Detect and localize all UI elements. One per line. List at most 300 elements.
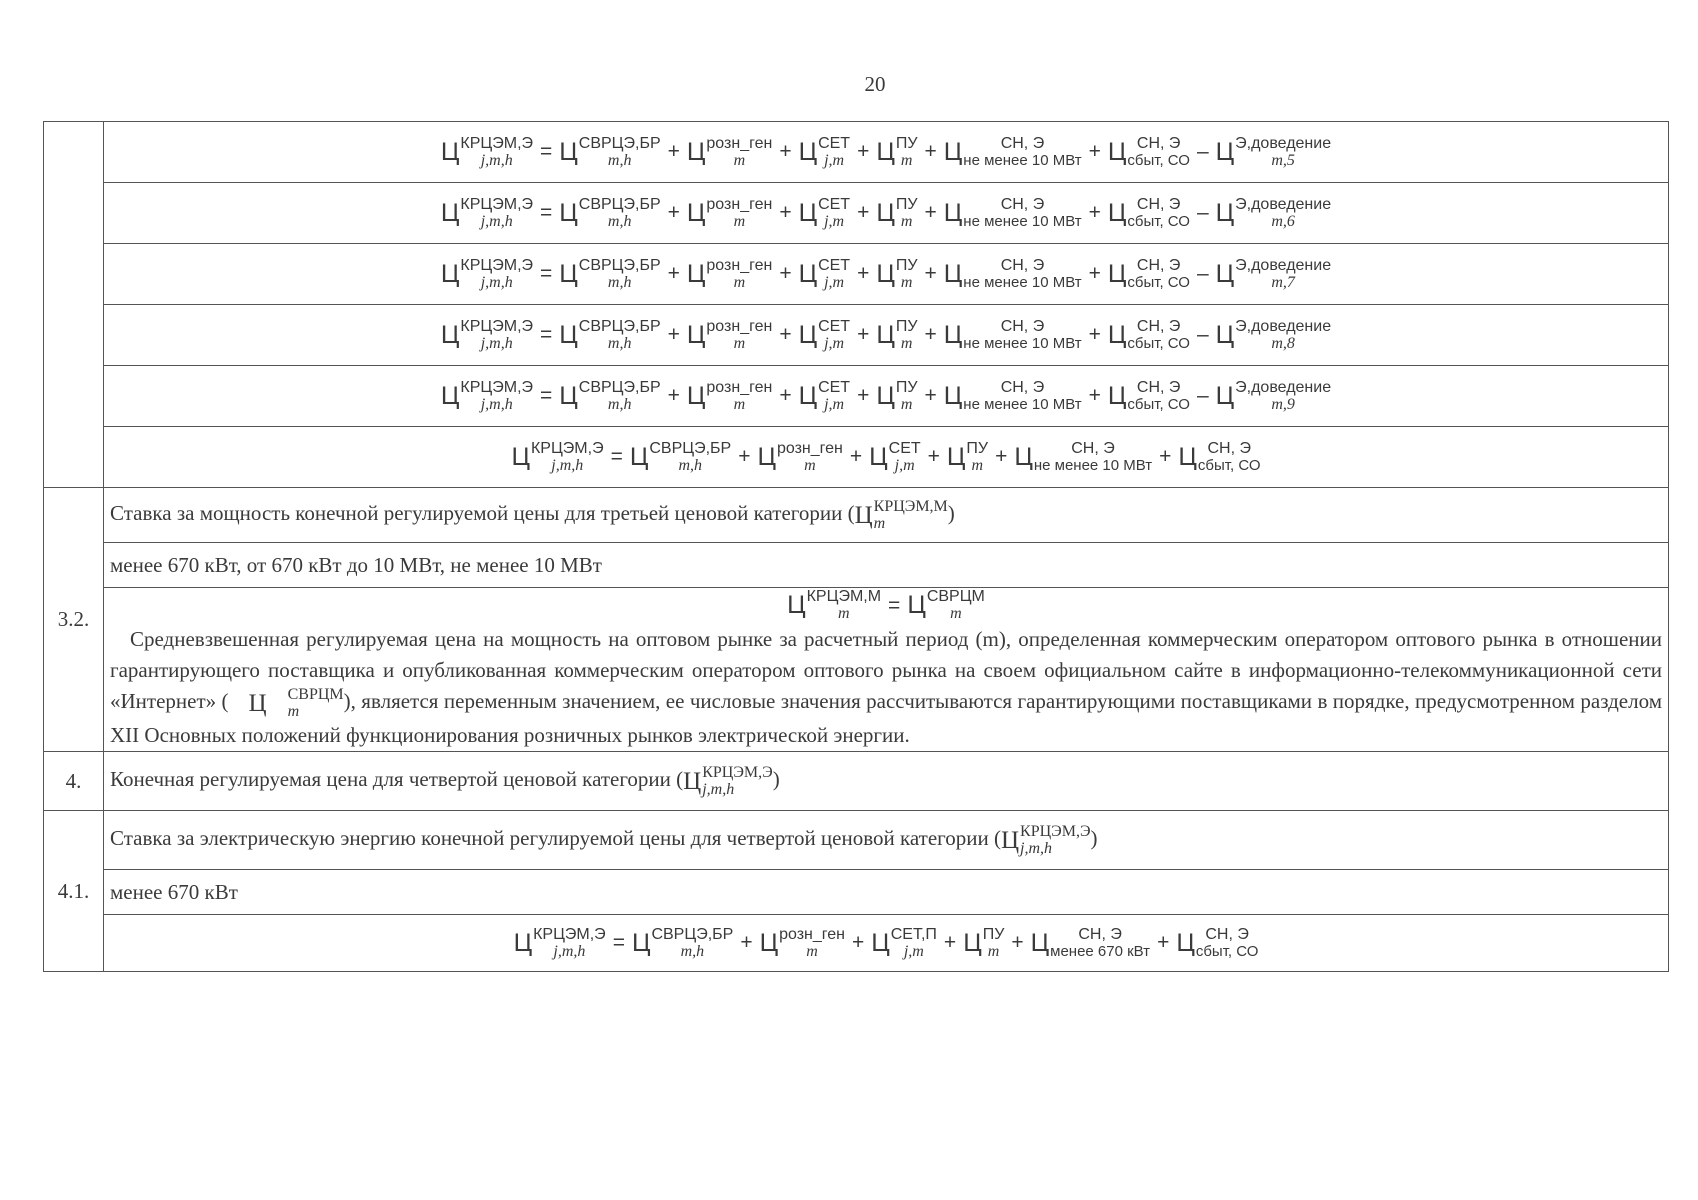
operator: –	[1196, 384, 1209, 407]
operator: +	[1088, 384, 1101, 407]
script-stack	[779, 926, 845, 960]
superscript: Э,доведение	[1235, 135, 1332, 152]
price-letter: Ц	[559, 320, 578, 349]
subscript: m,h	[680, 943, 705, 961]
table-row	[44, 811, 1669, 870]
table-row	[44, 427, 1669, 488]
price-letter: Ц	[1107, 259, 1127, 288]
subscript: j,m,h	[480, 335, 513, 352]
script-stack	[963, 135, 1081, 169]
subscript: m	[950, 605, 962, 622]
subscript: сбыт, СО	[1127, 274, 1190, 291]
subscript: j,m	[824, 152, 845, 169]
table-row	[44, 488, 1669, 543]
price-letter: Ц	[559, 381, 578, 410]
superscript: СН, Э	[1136, 318, 1181, 335]
price-symbol	[907, 588, 985, 622]
section-subtitle: менее 670 кВт, от 670 кВт до 10 МВт, не менее 10 МВт	[104, 543, 1669, 588]
price-symbol	[1216, 135, 1331, 169]
price-symbol	[1031, 926, 1150, 960]
operator: +	[1088, 262, 1101, 285]
superscript: СН, Э	[1136, 257, 1181, 274]
operator: +	[779, 384, 792, 407]
script-stack	[818, 196, 850, 230]
formula-less-670kw	[514, 926, 1259, 960]
symbol-svrcm	[229, 686, 344, 721]
operator: +	[667, 323, 680, 346]
price-symbol	[871, 926, 937, 960]
price-letter: Ц	[511, 442, 530, 471]
subscript: j,m,h	[1020, 840, 1053, 858]
price-letter: Ц	[686, 198, 706, 227]
subscript: сбыт, СО	[1195, 943, 1259, 961]
price-letter: Ц	[440, 259, 460, 288]
subscript: m	[987, 943, 1000, 961]
price-symbol	[1176, 926, 1258, 960]
superscript: СЕТ,П	[890, 926, 937, 944]
price-symbol	[1108, 135, 1190, 169]
price-letter: Ц	[798, 259, 818, 288]
price-letter: Ц	[631, 928, 651, 957]
script-stack	[896, 196, 918, 230]
table-row	[44, 543, 1669, 588]
table-row	[44, 870, 1669, 915]
superscript: розн_ген	[706, 257, 773, 274]
subscript: сбыт, СО	[1127, 152, 1190, 169]
script-stack	[963, 318, 1081, 352]
script-stack	[651, 926, 733, 960]
superscript: СЕТ	[818, 257, 851, 274]
price-letter: Ц	[1215, 198, 1235, 227]
price-letter: Ц	[686, 137, 706, 166]
section-title: Ставка за мощность конечной регулируемой цены для третьей ценовой категории ( Ц КРЦЭМ,М m )	[104, 488, 1669, 543]
subscript: m	[900, 274, 913, 291]
script-stack	[460, 135, 533, 169]
script-stack	[533, 926, 606, 960]
price-letter: Ц	[876, 259, 895, 288]
superscript: СН, Э	[1000, 318, 1045, 335]
superscript: розн_ген	[706, 196, 773, 213]
script-stack	[579, 196, 661, 230]
subscript: j,m,h	[480, 396, 513, 413]
price-symbol	[559, 257, 660, 291]
subscript: m,h	[607, 335, 632, 352]
operator: +	[857, 262, 870, 285]
script-stack	[268, 686, 344, 720]
superscript: СН, Э	[1205, 926, 1249, 944]
price-letter: Ц	[1215, 320, 1235, 349]
table-row	[44, 244, 1669, 305]
price-symbol	[799, 196, 851, 230]
operator: +	[1011, 931, 1024, 955]
superscript: Э,доведение	[1235, 379, 1332, 396]
script-stack	[579, 135, 661, 169]
superscript: розн_ген	[776, 440, 843, 457]
symbol-krcem-m	[854, 498, 948, 532]
price-symbol	[1108, 379, 1190, 413]
price-symbol	[760, 926, 845, 960]
superscript: СН, Э	[1136, 196, 1181, 213]
subscript: сбыт, СО	[1127, 213, 1190, 230]
script-stack	[1127, 379, 1190, 413]
subscript: j,m,h	[551, 457, 584, 474]
formula-row-9	[441, 379, 1331, 413]
price-letter: Ц	[1107, 137, 1127, 166]
superscript: ПУ	[895, 135, 918, 152]
script-stack	[1235, 257, 1331, 291]
price-letter: Ц	[1215, 137, 1235, 166]
price-symbol	[799, 135, 851, 169]
price-symbol	[1014, 440, 1152, 474]
script-stack	[1127, 257, 1190, 291]
operator: +	[1088, 201, 1101, 224]
superscript: СН, Э	[1000, 379, 1045, 396]
operator: +	[779, 323, 792, 346]
subscript: j,m	[824, 274, 845, 291]
superscript: ПУ	[982, 926, 1005, 944]
symbol-krcem-e	[683, 764, 773, 799]
superscript: КРЦЭМ,Э	[460, 196, 534, 213]
price-symbol	[1108, 196, 1190, 230]
price-letter: Ц	[963, 928, 982, 957]
superscript: ПУ	[895, 379, 918, 396]
superscript: Э,доведение	[1235, 257, 1332, 274]
price-letter: Ц	[686, 381, 706, 410]
power-formula	[787, 588, 985, 622]
price-symbol	[559, 379, 660, 413]
superscript: СЕТ	[888, 440, 921, 457]
price-letter: Ц	[1107, 381, 1127, 410]
script-stack	[807, 588, 881, 622]
price-letter: Ц	[1000, 826, 1020, 854]
script-stack	[963, 196, 1081, 230]
script-stack	[963, 379, 1081, 413]
superscript: ПУ	[895, 318, 918, 335]
table-row	[44, 915, 1669, 972]
formula-row-5	[441, 135, 1331, 169]
script-stack	[983, 926, 1005, 960]
price-symbol	[559, 196, 660, 230]
price-symbol	[876, 257, 917, 291]
subscript: m	[873, 515, 886, 532]
subscript: j,m	[894, 457, 915, 474]
section-number: 3.2.	[44, 488, 104, 752]
price-symbol	[799, 257, 851, 291]
superscript: СЕТ	[818, 318, 851, 335]
section-number: 4.	[44, 752, 104, 811]
subscript: m	[971, 457, 984, 474]
script-stack	[1127, 196, 1190, 230]
section-paragraph-cell	[104, 588, 1669, 752]
operator: +	[851, 931, 865, 955]
script-stack	[777, 440, 843, 474]
operator: +	[857, 384, 870, 407]
operator: +	[924, 262, 937, 285]
operator: =	[540, 262, 553, 285]
operator: +	[779, 201, 792, 224]
subscript: j,m	[824, 213, 845, 230]
subscript: j,m	[824, 396, 845, 413]
price-symbol	[787, 588, 881, 622]
formula-row-8	[441, 318, 1331, 352]
price-symbol	[229, 686, 344, 720]
superscript: КРЦЭМ,Э	[702, 764, 773, 782]
superscript: КРЦЭМ,Э	[533, 926, 606, 944]
operator: +	[740, 931, 753, 955]
formula-cell	[104, 183, 1669, 244]
subscript: не менее 10 МВт	[963, 152, 1082, 169]
script-stack	[460, 318, 533, 352]
subscript: m	[900, 335, 913, 352]
subscript: не менее 10 МВт	[963, 213, 1082, 230]
subscript: m	[733, 335, 746, 352]
price-letter: Ц	[943, 381, 963, 410]
price-letter: Ц	[513, 928, 533, 957]
superscript: СН, Э	[1078, 926, 1122, 944]
operator: +	[857, 140, 870, 163]
price-symbol	[441, 196, 533, 230]
page-number: 20	[864, 72, 886, 96]
script-stack	[1050, 926, 1150, 960]
script-stack	[896, 318, 918, 352]
superscript: СВРЦМ	[287, 686, 344, 704]
operator: +	[667, 384, 680, 407]
subscript: m	[806, 943, 818, 961]
price-symbol	[944, 318, 1082, 352]
formula-cell	[104, 244, 1669, 305]
price-symbol	[1216, 379, 1331, 413]
subscript: не менее 10 МВт	[963, 335, 1082, 352]
price-symbol	[441, 318, 533, 352]
operator: +	[667, 140, 680, 163]
subscript: m,6	[1271, 213, 1295, 230]
operator: +	[667, 262, 680, 285]
subscript: m	[733, 274, 746, 291]
price-letter: Ц	[798, 137, 818, 166]
row-number-empty	[44, 122, 104, 488]
script-stack	[874, 498, 948, 532]
price-symbol	[687, 318, 772, 352]
script-stack	[1198, 440, 1261, 474]
operator: +	[924, 201, 937, 224]
subscript: j,m,h	[553, 943, 586, 961]
superscript: СВРЦЭ,БР	[578, 379, 661, 396]
operator: =	[540, 384, 553, 407]
operator: +	[924, 140, 937, 163]
script-stack	[1127, 318, 1190, 352]
price-symbol	[441, 257, 533, 291]
superscript: СН, Э	[1000, 196, 1045, 213]
superscript: КРЦЭМ,Э	[460, 135, 534, 152]
script-stack	[963, 257, 1081, 291]
price-symbol	[947, 440, 988, 474]
formula-cell	[104, 427, 1669, 488]
price-symbol	[855, 498, 948, 532]
script-stack	[966, 440, 988, 474]
script-stack	[706, 257, 772, 291]
price-letter: Ц	[943, 259, 963, 288]
price-letter: Ц	[871, 928, 890, 957]
subscript: m	[733, 213, 746, 230]
price-letter: Ц	[248, 689, 267, 717]
price-symbol	[944, 379, 1082, 413]
script-stack	[460, 379, 533, 413]
section-number: 4.1.	[44, 811, 104, 972]
price-letter: Ц	[907, 590, 926, 619]
operator: +	[924, 384, 937, 407]
price-letter: Ц	[686, 259, 706, 288]
operator: +	[667, 201, 680, 224]
superscript: СВРЦЭ,БР	[578, 257, 661, 274]
operator: =	[540, 140, 553, 163]
price-symbol	[1178, 440, 1260, 474]
price-letter: Ц	[629, 442, 649, 471]
operator: =	[610, 445, 623, 468]
superscript: КРЦЭМ,Э	[530, 440, 604, 457]
script-stack	[1034, 440, 1152, 474]
price-letter: Ц	[787, 590, 806, 619]
superscript: розн_ген	[706, 135, 773, 152]
section-title: Ставка за электрическую энергию конечной регулируемой цены для четвертой ценовой категории ( Ц КРЦЭМ,Э j,m,h )	[104, 811, 1669, 870]
script-stack	[889, 440, 921, 474]
script-stack	[531, 440, 604, 474]
script-stack	[579, 257, 661, 291]
subscript: m	[900, 396, 913, 413]
price-symbol	[869, 440, 921, 474]
price-letter: Ц	[876, 320, 895, 349]
superscript: розн_ген	[706, 318, 773, 335]
subscript: m,h	[607, 213, 632, 230]
operator: +	[738, 445, 751, 468]
operator: +	[779, 262, 792, 285]
script-stack	[1235, 379, 1331, 413]
price-symbol	[944, 257, 1082, 291]
subscript: j,m,h	[480, 152, 513, 169]
superscript: СВРЦЭ,БР	[651, 926, 734, 944]
price-symbol	[441, 379, 533, 413]
superscript: КРЦЭМ,М	[806, 588, 882, 605]
script-stack	[460, 257, 533, 291]
price-symbol	[559, 135, 660, 169]
price-letter: Ц	[759, 928, 779, 957]
price-letter: Ц	[1014, 442, 1033, 471]
section-paragraph: Средневзвешенная регулируемая цена на мощность на оптовом рынке за расчетный период (m), определенная коммерческим оператором оптового рынка в отношении гарантирующего поставщика и опубликованная коммерческим оператором оптового рынка на своем официальном сайте в информационно-телекоммуникационной сети «Интернет» ( Ц СВРЦМ m ), является переменным значением, ее числовые значения рассчитываются гарантирующими поставщиками в порядке, предусмотренном разделом XII Основных положений функционирования розничных рынков электрической энергии.	[110, 627, 1662, 748]
superscript: СН, Э	[1136, 379, 1181, 396]
formula-cell	[104, 366, 1669, 427]
price-letter: Ц	[559, 137, 578, 166]
script-stack	[579, 379, 661, 413]
operator: =	[612, 931, 625, 955]
superscript: СЕТ	[818, 196, 851, 213]
price-letter: Ц	[686, 320, 706, 349]
superscript: ПУ	[895, 196, 918, 213]
superscript: Э,доведение	[1235, 318, 1332, 335]
section-subtitle: менее 670 кВт	[104, 870, 1669, 915]
operator: =	[888, 593, 901, 617]
price-letter: Ц	[1107, 320, 1127, 349]
table-row	[44, 752, 1669, 811]
table-row	[44, 305, 1669, 366]
price-symbol	[630, 440, 731, 474]
superscript: СН, Э	[1000, 135, 1045, 152]
subscript: m,5	[1271, 152, 1295, 169]
superscript: СВРЦЭ,БР	[578, 318, 661, 335]
symbol-krcem-e	[1000, 823, 1091, 858]
table-row	[44, 366, 1669, 427]
price-letter: Ц	[876, 198, 895, 227]
subscript: m	[733, 396, 746, 413]
superscript: КРЦЭМ,Э	[460, 379, 534, 396]
price-symbol	[1108, 257, 1190, 291]
operator: +	[1157, 931, 1170, 955]
operator: +	[943, 931, 957, 955]
price-letter: Ц	[1215, 259, 1235, 288]
operator: +	[995, 445, 1008, 468]
table-row	[44, 588, 1669, 752]
script-stack	[1196, 926, 1259, 960]
superscript: КРЦЭМ,М	[873, 498, 948, 515]
superscript: розн_ген	[779, 926, 845, 944]
operator: +	[1159, 445, 1172, 468]
price-letter: Ц	[1030, 928, 1050, 957]
script-stack	[460, 196, 533, 230]
price-letter: Ц	[1107, 198, 1127, 227]
price-letter: Ц	[559, 259, 578, 288]
subscript: m,9	[1271, 396, 1295, 413]
superscript: КРЦЭМ,Э	[1020, 823, 1091, 841]
price-letter: Ц	[943, 137, 963, 166]
script-stack	[649, 440, 731, 474]
tariff-table	[43, 121, 1669, 972]
superscript: КРЦЭМ,Э	[460, 318, 534, 335]
subscript: m,h	[678, 457, 703, 474]
subscript: m,h	[607, 152, 632, 169]
subscript: m	[733, 152, 746, 169]
price-letter: Ц	[1176, 928, 1195, 957]
formula-cell	[104, 122, 1669, 183]
formula-cell	[104, 305, 1669, 366]
subscript: m	[900, 213, 913, 230]
price-symbol	[687, 257, 772, 291]
price-letter: Ц	[559, 198, 578, 227]
superscript: СН, Э	[1000, 257, 1045, 274]
operator: +	[924, 323, 937, 346]
script-stack	[818, 379, 850, 413]
superscript: СВРЦЭ,БР	[578, 135, 661, 152]
script-stack	[896, 135, 918, 169]
price-symbol	[683, 764, 773, 798]
script-stack	[706, 379, 772, 413]
subscript: сбыт, СО	[1127, 335, 1190, 352]
subscript: m	[838, 605, 850, 622]
price-letter: Ц	[1178, 442, 1197, 471]
script-stack	[1235, 318, 1331, 352]
superscript: ПУ	[895, 257, 918, 274]
price-symbol	[1216, 257, 1331, 291]
table-row	[44, 183, 1669, 244]
price-letter: Ц	[943, 198, 963, 227]
operator: +	[857, 201, 870, 224]
subscript: m,h	[607, 274, 632, 291]
price-letter: Ц	[876, 381, 895, 410]
price-letter: Ц	[876, 137, 895, 166]
price-symbol	[511, 440, 603, 474]
subscript: m,h	[607, 396, 632, 413]
script-stack	[927, 588, 985, 622]
operator: –	[1196, 262, 1209, 285]
script-stack	[818, 135, 850, 169]
price-letter: Ц	[757, 442, 776, 471]
